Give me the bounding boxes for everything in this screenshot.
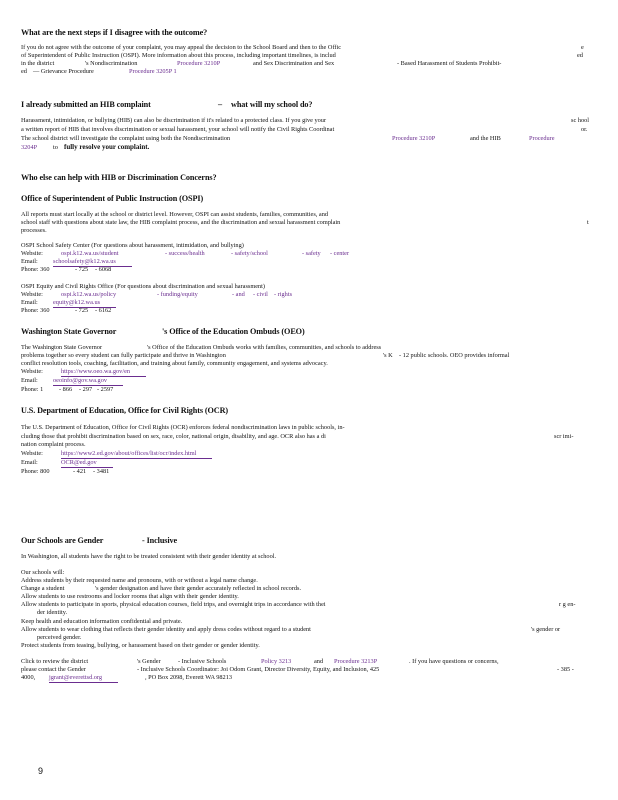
procedure-3210p-link[interactable]: Procedure 3210P — [177, 60, 221, 67]
section-heading-hib-complaint: I already submitted an HIB complaint — [21, 100, 151, 109]
paragraph-line-tail: ed — [577, 52, 583, 59]
ocr-email-link[interactable]: OCR@ed.gov — [61, 459, 113, 468]
oeo-heading: Washington State Governor — [21, 327, 117, 336]
phone-label: Phone: 360 — [21, 266, 50, 273]
list-item: Change a student — [21, 585, 65, 592]
list-item: Address students by their requested name and pronouns, with or without a legal name change. — [21, 577, 258, 584]
ospi-heading: Office of Superintendent of Public Instruction (OSPI) — [21, 194, 204, 203]
email-label: Email: — [21, 258, 38, 265]
website-label: Website: — [21, 368, 43, 375]
phone-part: - 866 — [59, 386, 73, 393]
paragraph-text: - Inclusive Schools — [178, 658, 227, 665]
paragraph-line: school staff with questions about state law, the HIB complaint process, and the discrimination and sexual harassment complain — [21, 219, 341, 226]
phone-label: Phone: 360 — [21, 307, 50, 314]
procedure-3210p-link-2[interactable]: Procedure 3210P — [392, 135, 436, 142]
equity-website-link[interactable]: ospi.k12.wa.us/policy — [61, 291, 117, 298]
safety-website-link[interactable]: ospi.k12.wa.us/student — [61, 250, 119, 257]
equity-website-link[interactable]: - civil — [253, 291, 268, 298]
paragraph-line-tail: or. — [581, 126, 588, 133]
paragraph-text: The Washington State Governor — [21, 344, 103, 351]
list-item-wrap: der identity. — [37, 609, 68, 616]
email-label: Email: — [21, 459, 38, 466]
equity-email-link[interactable]: equity@k12.wa.us — [53, 299, 116, 308]
paragraph-line-tail: t — [587, 219, 589, 226]
paragraph-text: , PO Box 2098, Everett WA 98213 — [145, 674, 232, 681]
list-item-tail: 's gender or — [531, 626, 561, 633]
paragraph-line: Our schools will: — [21, 569, 65, 576]
procedure-3204p-link-cont[interactable]: 3204P — [21, 144, 38, 151]
oeo-heading-cont: 's Office of the Education Ombuds (OEO) — [162, 327, 305, 336]
list-item: Allow students to use restrooms and locker rooms that align with their gender identity. — [21, 593, 239, 600]
paragraph-line-tail: - 385 - — [557, 666, 574, 673]
phone-part: - 725 — [75, 307, 89, 314]
phone-part: - 297 — [79, 386, 93, 393]
list-item: Protect students from teasing, bullying, or harassment based on their gender or gender identity. — [21, 642, 260, 649]
paragraph-text: 's Nondiscrimination — [85, 60, 138, 67]
safety-email-link[interactable]: schoolsafety@k12.wa.us — [53, 258, 132, 267]
list-item-wrap: perceived gender. — [37, 634, 82, 641]
paragraph-text: problems together so every student can fully participate and thrive in Washington — [21, 352, 226, 359]
paragraph-line: of Superintendent of Public Instruction (OSPI). More information about this process, including important timelines, is includ — [21, 52, 336, 59]
ocr-heading: U.S. Department of Education, Office for Civil Rights (OCR) — [21, 406, 229, 415]
paragraph-text: 4000, — [21, 674, 36, 681]
equity-website-link[interactable]: - and — [232, 291, 245, 298]
paragraph-text: in the district — [21, 60, 55, 67]
paragraph-text: and the HIB — [470, 135, 501, 142]
paragraph-line-tail: sc hool — [571, 117, 590, 124]
paragraph-line: conflict resolution tools, coaching, facilitation, and training about family, community engagement, and systems advocacy. — [21, 360, 328, 367]
safety-website-link[interactable]: - center — [330, 250, 350, 257]
paragraph-bold: fully resolve your complaint. — [64, 143, 150, 151]
paragraph-text: and Sex Discrimination and Sex — [253, 60, 335, 67]
equity-office-title: OSPI Equity and Civil Rights Office (For questions about discrimination and sexual harassment) — [21, 283, 266, 290]
safety-website-link[interactable]: - safety/school — [231, 250, 268, 257]
paragraph-line-tail: e — [581, 44, 584, 51]
safety-website-link[interactable]: - safety — [302, 250, 321, 257]
section-heading-next-steps: What are the next steps if I disagree with the outcome? — [21, 28, 208, 37]
phone-part: - 6162 — [95, 307, 112, 314]
paragraph-text: - Based Harassment of Students Prohibit- — [397, 60, 502, 67]
paragraph-text: 's Office of the Education Ombuds works with families, communities, and schools to address — [147, 344, 382, 351]
gender-heading: Our Schools are Gender — [21, 536, 104, 545]
list-item: Allow students to wear clothing that reflects their gender identity and apply dress codes without regard to a student — [21, 626, 311, 633]
ocr-website-link[interactable]: https://www2.ed.gov/about/offices/list/ocr/index.html — [61, 450, 212, 459]
paragraph-text: please contact the Gender — [21, 666, 86, 673]
paragraph-text: to — [53, 144, 58, 151]
website-label: Website: — [21, 450, 43, 457]
paragraph-text: 's Gender — [137, 658, 161, 665]
safety-website-link[interactable]: - success/health — [165, 250, 205, 257]
phone-part: - 6068 — [95, 266, 112, 273]
paragraph-text: and — [314, 658, 324, 665]
paragraph-text: - 12 public schools. OEO provides informal — [399, 352, 510, 359]
phone-part: - 725 — [75, 266, 89, 273]
paragraph-line: nation complaint process. — [21, 441, 86, 448]
oeo-website-link[interactable]: https://www.oeo.wa.gov/en — [61, 368, 146, 377]
phone-label: Phone: 1 — [21, 386, 44, 393]
gender-heading-cont: - Inclusive — [142, 536, 178, 545]
phone-label: Phone: 800 — [21, 468, 50, 475]
phone-part: - 421 — [73, 468, 87, 475]
list-item-cont: 's gender designation and have their gender accurately reflected in school records. — [95, 585, 302, 592]
equity-website-link[interactable]: - funding/equity — [157, 291, 198, 298]
list-item: Allow students to participate in sports, physical education courses, field trips, and overnight trips in accordance with thei — [21, 601, 326, 608]
paragraph-line: a written report of HIB that involves discrimination or sexual harassment, your school will notify the Civil Rights Coordinat — [21, 126, 335, 133]
paragraph-line: If you do not agree with the outcome of your complaint, you may appeal the decision to the School Board and then to the Offic — [21, 44, 342, 51]
paragraph-line: Harassment, intimidation, or bullying (HIB) can also be discrimination if it's related to a protected class. If you give your — [21, 117, 327, 124]
email-label: Email: — [21, 377, 38, 384]
paragraph-line: All reports must start locally at the school or district level. However, OSPI can assist students, families, communities, and — [21, 211, 329, 218]
paragraph-line: processes. — [21, 227, 47, 234]
procedure-3205p-link[interactable]: Procedure 3205P 1 — [129, 68, 177, 75]
phone-part: - 2597 — [97, 386, 114, 393]
procedure-3204p-link[interactable]: Procedure — [529, 135, 555, 142]
paragraph-text: - Inclusive Schools Coordinator: Joi Odom Grant, Director Diversity, Equity, and Inclusion, 425 — [137, 666, 380, 673]
paragraph-line: cluding those that prohibit discrimination based on sex, race, color, national origin, disability, and age. OCR also has a di — [21, 433, 326, 440]
oeo-email-link[interactable]: oeoinfo@gov.wa.gov — [53, 377, 123, 386]
paragraph-text: 's K — [383, 352, 393, 359]
paragraph-text: Click to review the district — [21, 658, 89, 665]
website-label: Website: — [21, 250, 43, 257]
page-number: 9 — [38, 766, 44, 776]
email-label: Email: — [21, 299, 38, 306]
heading-text: what will my school do? — [231, 100, 313, 109]
phone-part: - 3481 — [93, 468, 110, 475]
safety-center-title: OSPI School Safety Center (For questions about harassment, intimidation, and bullying) — [21, 242, 244, 249]
coordinator-email-link[interactable]: jgrant@everettsd.org — [49, 674, 118, 683]
paragraph-text: . If you have questions or concerns, — [409, 658, 499, 665]
equity-website-link[interactable]: - rights — [274, 291, 293, 298]
paragraph-text: ed — [21, 68, 27, 75]
paragraph-line-tail: scr imi- — [554, 433, 574, 440]
list-item-tail: r g en- — [559, 601, 576, 608]
paragraph-line: The U.S. Department of Education, Office for Civil Rights (OCR) enforces federal nondiscrimination laws in public schools, in- — [21, 424, 345, 431]
heading-dash: – — [218, 100, 222, 109]
paragraph-line: In Washington, all students have the right to be treated consistent with their gender identity at school. — [21, 553, 277, 560]
section-heading-who-else: Who else can help with HIB or Discrimination Concerns? — [21, 173, 217, 182]
paragraph-text: — Grievance Procedure — [33, 68, 94, 75]
procedure-3213p-link[interactable]: Procedure 3213P — [334, 658, 378, 665]
list-item: Keep health and education information confidential and private. — [21, 618, 183, 625]
paragraph-line: The school district will investigate the complaint using both the Nondiscrimination — [21, 135, 231, 142]
policy-3213-link[interactable]: Policy 3213 — [261, 658, 292, 665]
website-label: Website: — [21, 291, 43, 298]
